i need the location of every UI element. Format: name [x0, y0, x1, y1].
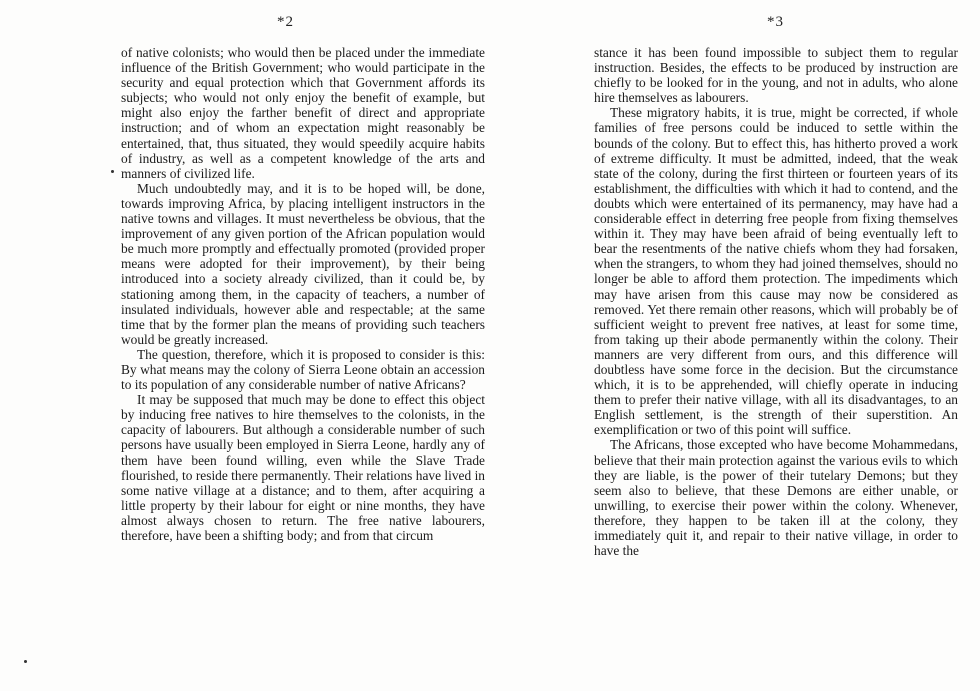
paragraph: stance it has been found impossible to subject them to regular instruction. Besides, the effects to be produced by instruction are chiefly to be looked for in the young, and not in adults, who alone hire themselves as labourers.: [594, 45, 958, 106]
paragraph: It may be supposed that much may be done to effect this object by inducing free natives to hire themselves to the colonists, in the capacity of labourers. But although a considerable number of such persons have usually been employed in Sierra Leone, hardly any of them have been found willing, even while the Slave Trade flourished, to reside there permanently. Their relations have lived in some native village at a distance; and to them, after acquiring a little property by their labour for eight or nine months, they have almost always chosen to return. The free native labourers, therefore, have been a shifting body; and from that circum: [121, 392, 485, 543]
page-number-right: *3: [767, 14, 784, 30]
right-page: [490, 0, 980, 691]
ink-speck: [111, 170, 114, 173]
paragraph: These migratory habits, it is true, might be corrected, if whole families of free persons could be induced to settle within the bounds of the colony. But to effect this, has hitherto proved a work of extreme difficulty. It must be admitted, indeed, that the weak state of the colony, during the first thirteen or fourteen years of its establishment, the difficulties with which it had to contend, and the doubts which were entertained of its permanency, may have had a considerable effect in deterring free people from fixing themselves within it. They may have been afraid of being eventually left to bear the resentments of the native chiefs whom they had forsaken, when the strangers, to whom they had joined themselves, should no longer be able to afford them protection. The impediments which may have arisen from this cause may now be considered as removed. Yet there remain other reasons, which will probably be of sufficient weight to prevent free natives, at least for some time, from taking up their abode permanently within the colony. Their manners are very different from ours, and this difference will doubtless have some force in the decision. But the circumstance which, it is to be apprehended, will chiefly operate in inducing them to prefer their native village, with all its disadvantages, to an English settlement, is the strength of their superstition. An exemplification or two of this point will suffice.: [594, 105, 958, 438]
ink-speck: [24, 660, 27, 663]
right-page-text: [594, 45, 958, 558]
paragraph: The question, therefore, which it is proposed to consider is this: By what means may the colony of Sierra Leone obtain an accession to its population of any considerable number of native Africans?: [121, 346, 485, 393]
paragraph: of native colonists; who would then be placed under the immediate influence of the British Government; who would participate in the security and equal protection which that Government affords its subjects; who would not only enjoy the benefit of example, but might also enjoy the farther benefit of direct and appropriate instruction; and of whom an expectation might reasonably be entertained, that, thus situated, they would speedily acquire habits of industry, as well as a competent knowledge of the arts and manners of civilized life.: [121, 45, 485, 181]
left-page-text: [121, 45, 485, 543]
paragraph: Much undoubtedly may, and it is to be hoped will, be done, towards improving Africa, by placing intelligent instructors in the native towns and villages. It must nevertheless be obvious, that the improvement of any given portion of the African population would be much more promptly and effectually promoted (provided proper means were adopted for their improvement), by their being introduced into a society already civilized, than it could be, by stationing among them, in the capacity of teachers, a number of insulated individuals, however able and respectable; at the same time that by the former plan the means of providing such teachers would be greatly increased.: [121, 180, 485, 347]
page-number-left: *2: [277, 14, 294, 30]
paragraph: The Africans, those excepted who have become Mohammedans, believe that their main protection against the various evils to which they are liable, is the power of their tutelary Demons; but they seem also to believe, that these Demons are either unable, or unwilling, to exercise their power within the colony. Whenever, therefore, they happen to be taken ill at the colony, they immediately quit it, and repair to their native village, in order to have the: [594, 437, 958, 559]
